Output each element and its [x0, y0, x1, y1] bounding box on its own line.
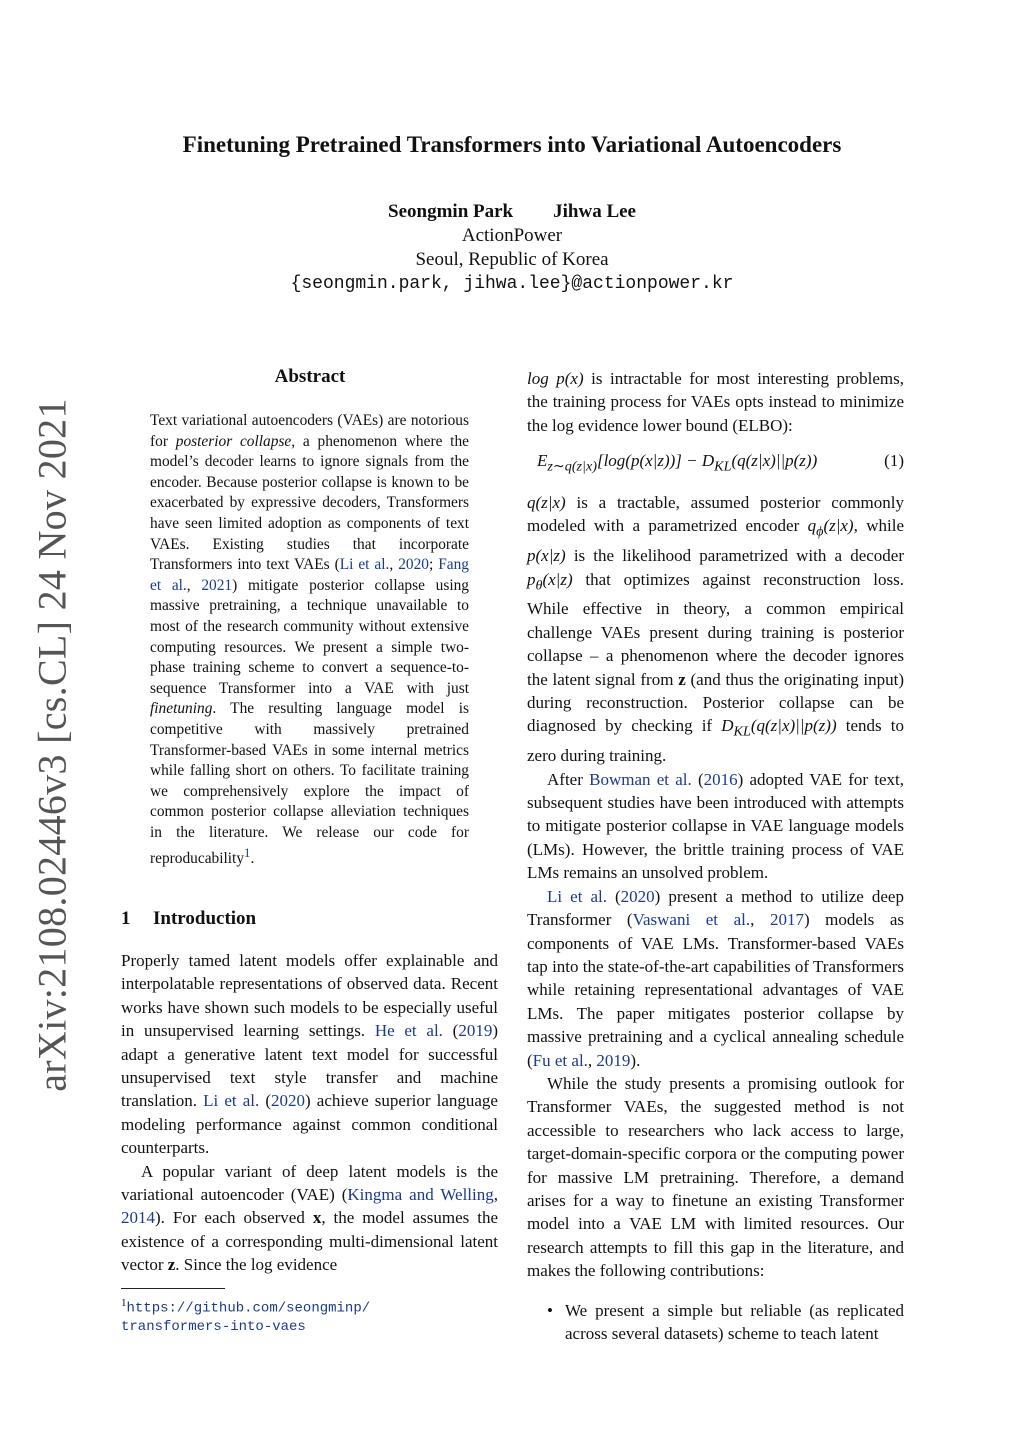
citation-link[interactable]: Vaswani et al.	[632, 910, 751, 930]
citation-year-link[interactable]: 2019	[596, 1050, 631, 1070]
equation-number: (1)	[884, 451, 904, 471]
author-name: Seongmin Park	[388, 201, 514, 222]
paragraph: A popular variant of deep latent models is the variational autoencoder (VAE) (Kingma and Welling, 2014). For each observed x, the model assumes the existence of a corresponding multi-dimensional latent vector z. Since the log evidence	[121, 1161, 499, 1275]
paper-title: Finetuning Pretrained Transformers into Variational Autoencoders	[182, 132, 842, 157]
footnote	[121, 1294, 481, 1336]
arxiv-stamp: arXiv:2108.02446v3 [cs.CL] 24 Nov 2021	[29, 398, 75, 1092]
paragraph: Li et al. (2020) present a method to utilize deep Transformer (Vaswani et al., 2017) models as components of VAE LMs. Transformer-based VAEs tap into the state-of-the-art capabilities of Transformers while retaining representational advantages of VAE LMs. The paper mitigates posterior collapse by massive pretraining and a cyclical annealing schedule (Fu et al., 2019).	[527, 886, 905, 1070]
citation-link[interactable]: Li et al.	[339, 556, 390, 574]
paragraph: q(z|x) is a tractable, assumed posterior commonly modeled with a parametrized encoder $q_\phi(z|x)$, while p(x|z) is the likelihood parametrized with a decoder $p_\theta(x|z)$ that optimizes against reconstruction loss. While effective in theory, a common empirical challenge VAEs present during training is posterior collapse – a phenomenon where the decoder ignores the latent signal from z (and thus the originating input) during reconstruction. Posterior collapse can be diagnosed by checking if $D_{KL}(q(z|x)||p(z))$ tends to zero during training.	[527, 493, 905, 766]
bullet-marker: •	[547, 1300, 553, 1320]
contribution-bullet: • We present a simple but reliable (as replicated across several datasets) scheme to teach latent	[547, 1300, 904, 1343]
citation-link[interactable]: Fang et al.	[150, 556, 470, 594]
citation-link[interactable]: Kingma and Welling	[347, 1185, 494, 1205]
citation-link[interactable]: Li et al.	[547, 886, 607, 906]
citation-year-link[interactable]: 2021	[201, 576, 233, 594]
citation-year-link[interactable]: 2019	[458, 1021, 493, 1041]
footnote-marker[interactable]: 1	[244, 846, 251, 861]
author-name: Jihwa Lee	[553, 201, 636, 222]
footnote-number: 1	[121, 1297, 127, 1309]
citation-link[interactable]: He et al.	[374, 1021, 443, 1041]
paragraph: Properly tamed latent models offer explainable and interpolatable representations of observed data. Recent works have shown such models to be especially useful in unsupervised learning settings. He et al. (2019) adapt a generative latent text model for successful unsupervised text style transfer and machine translation. Li et al. (2020) achieve superior language modeling performance against common conditional counterparts.	[121, 951, 499, 1158]
section-number: 1	[121, 908, 131, 929]
citation-year-link[interactable]: 2020	[620, 886, 655, 906]
author-names	[0, 200, 1024, 224]
author-block	[0, 200, 1024, 296]
section-heading	[121, 908, 256, 930]
affiliation: ActionPower	[461, 225, 563, 246]
footnote-url-link[interactable]: https://github.com/seongminp/ transformers-into-vaes	[121, 1300, 371, 1335]
citation-year-link[interactable]: 2020	[398, 556, 429, 574]
emphasis: finetuning	[150, 700, 213, 718]
equation-body: $E_{z\sim q(z|x)}[\log(p(x|z))] - D_{KL}(q(z|x)||p(z))$	[537, 451, 818, 475]
paragraph: log p(x) is intractable for most interesting problems, the training process for VAEs opts instead to minimize the log evidence lower bound (ELBO):	[527, 369, 905, 435]
footnote-rule	[121, 1288, 225, 1289]
equation-1	[537, 449, 904, 479]
citation-link[interactable]: Fu et al.	[532, 1050, 588, 1070]
citation-year-link[interactable]: 2017	[769, 910, 804, 930]
math-inline: log p(x)	[527, 369, 584, 388]
abstract-body: Text variational autoencoders (VAEs) are notorious for posterior collapse, a phenomenon where the model’s decoder learns to ignore signals from the encoder. Because posterior collapse is known to be exacerbated by expressive decoders, Transformers have seen limited adoption as components of text VAEs. Existing studies that incorporate Transformers into text VAEs (Li et al., 2020; Fang et al., 2021) mitigate posterior collapse using massive pretraining, a technique unavailable to most of the research community without extensive computing resources. We present a simple two-phase training scheme to convert a sequence-to-sequence Transformer into a VAE with just finetuning. The resulting language model is competitive with massively pretrained Transformer-based VAEs in some internal metrics while falling short on others. To facilitate training we comprehensively explore the impact of common posterior collapse alleviation techniques in the literature. We release our code for reproducability$^1$.	[150, 412, 470, 868]
citation-year-link[interactable]: 2016	[703, 769, 738, 789]
section-title: Introduction	[153, 908, 257, 929]
citation-link[interactable]: Li et al.	[203, 1091, 260, 1111]
right-column	[527, 367, 904, 1345]
location: Seoul, Republic of Korea	[415, 249, 609, 270]
citation-year-link[interactable]: 2020	[271, 1091, 306, 1111]
citation-link[interactable]: Bowman et al.	[589, 769, 692, 789]
paragraph: After Bowman et al. (2016) adopted VAE for text, subsequent studies have been introduced with attempts to mitigate posterior collapse in VAE language models (LMs). However, the brittle training process of VAE LMs remains an unsolved problem.	[527, 769, 905, 883]
abstract-heading: Abstract	[274, 366, 346, 387]
paragraph: While the study presents a promising outlook for Transformer VAEs, the suggested method is not accessible to researchers who lack access to large, target-domain-specific corpora or the computing power for massive LM pretraining. Therefore, a demand arises for a way to finetune an existing Transformer model into a VAE LM with limited resources. Our research attempts to fill this gap in the literature, and makes the following contributions:	[527, 1073, 904, 1281]
emphasis: posterior collapse	[175, 432, 292, 450]
author-email: {seongmin.park, jihwa.lee}@actionpower.kr	[290, 274, 734, 294]
intro-body	[121, 949, 498, 1277]
citation-year-link[interactable]: 2014	[121, 1208, 155, 1228]
